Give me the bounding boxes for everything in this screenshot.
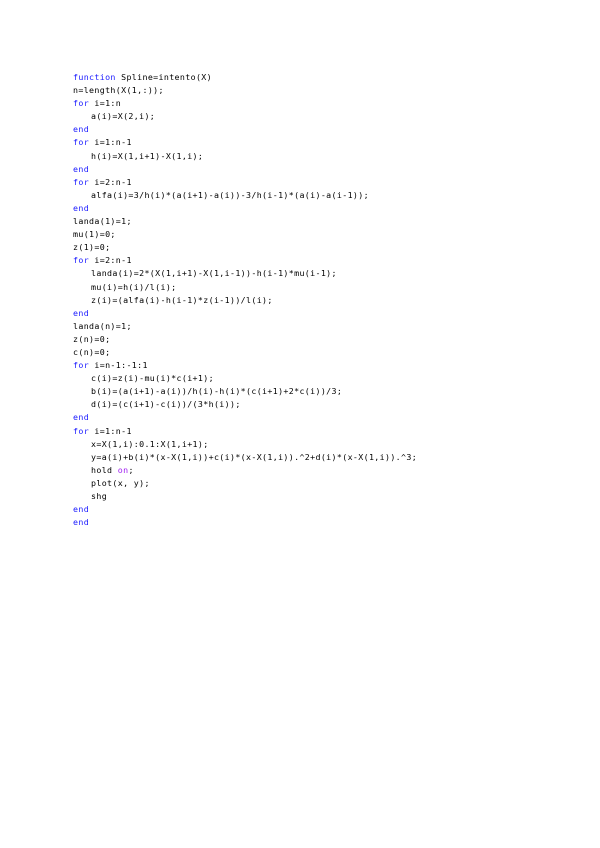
code-line	[73, 359, 417, 372]
code-token: hold	[91, 464, 118, 475]
code-line	[73, 516, 417, 529]
keyword-token: for	[73, 176, 90, 187]
code-line	[73, 202, 417, 215]
code-token: i=n-1:-1:1	[89, 360, 148, 371]
code-token: alfa(i)=3/h(i)*(a(i+1)-a(i))-3/h(i-1)*(a(i)-a(i-1));	[91, 189, 369, 200]
code-token: c(i)=z(i)-mu(i)*c(i+1);	[91, 373, 214, 384]
code-token: c(n)=0;	[73, 346, 111, 357]
keyword-token: end	[73, 412, 90, 423]
code-line	[73, 71, 417, 84]
code-line	[73, 267, 417, 280]
code-line	[73, 228, 417, 241]
code-line	[73, 176, 417, 189]
code-token: landa(n)=1;	[73, 320, 132, 331]
code-token: z(1)=0;	[73, 242, 111, 253]
code-token: i=2:n-1	[89, 176, 132, 187]
code-token: ;	[128, 464, 134, 475]
keyword-token: end	[73, 163, 90, 174]
code-line	[73, 150, 417, 163]
code-line	[73, 464, 417, 477]
keyword-token: for	[73, 360, 90, 371]
code-line	[73, 425, 417, 438]
code-token: i=1:n-1	[89, 137, 132, 148]
code-token: mu(i)=h(i)/l(i);	[91, 281, 177, 292]
code-token: landa(1)=1;	[73, 216, 132, 227]
code-line	[73, 123, 417, 136]
code-line	[73, 346, 417, 359]
code-token: Spline=intento(X)	[115, 72, 212, 82]
code-line	[73, 294, 417, 307]
code-token: h(i)=X(1,i+1)-X(1,i);	[91, 150, 204, 161]
keyword-token: for	[73, 255, 90, 266]
code-line	[73, 84, 417, 97]
keyword-token: end	[73, 517, 90, 528]
keyword-token: for	[73, 98, 90, 109]
code-line	[73, 477, 417, 490]
string-token: on	[117, 464, 129, 475]
code-line	[73, 97, 417, 110]
code-token: shg	[91, 491, 108, 501]
keyword-token: end	[73, 124, 90, 135]
code-token: b(i)=(a(i+1)-a(i))/h(i)-h(i)*(c(i+1)+2*c(i))/3;	[91, 386, 343, 397]
code-line	[73, 503, 417, 516]
code-line	[73, 451, 417, 464]
code-line	[73, 398, 417, 411]
code-line	[73, 189, 417, 202]
code-line	[73, 163, 417, 176]
code-token: d(i)=(c(i+1)-c(i))/(3*h(i));	[91, 399, 241, 410]
code-line	[73, 281, 417, 294]
code-token: landa(i)=2*(X(1,i+1)-X(1,i-1))-h(i-1)*mu(i-1);	[91, 268, 337, 279]
code-token: i=2:n-1	[89, 255, 132, 266]
keyword-token: for	[73, 425, 90, 436]
code-line	[73, 333, 417, 346]
code-token: plot(x, y);	[91, 477, 150, 488]
code-line	[73, 385, 417, 398]
code-line	[73, 110, 417, 123]
code-token: z(n)=0;	[73, 333, 111, 344]
code-line	[73, 215, 417, 228]
keyword-token: for	[73, 137, 90, 148]
code-token: a(i)=X(2,i);	[91, 111, 156, 122]
code-line	[73, 320, 417, 333]
code-listing	[73, 71, 417, 529]
code-token: y=a(i)+b(i)*(x-X(1,i))+c(i)*(x-X(1,i)).^2+d(i)*(x-X(1,i)).^3;	[91, 451, 418, 462]
code-line	[73, 490, 417, 503]
code-line	[73, 307, 417, 320]
code-token: i=1:n	[89, 98, 122, 109]
keyword-token: end	[73, 307, 90, 318]
code-line	[73, 136, 417, 149]
keyword-token: end	[73, 202, 90, 213]
keyword-token: end	[73, 504, 90, 515]
code-line	[73, 254, 417, 267]
code-token: x=X(1,i):0.1:X(1,i+1);	[91, 438, 209, 449]
code-token: i=1:n-1	[89, 425, 132, 436]
keyword-token: function	[73, 72, 116, 82]
code-token: mu(1)=0;	[73, 229, 116, 240]
code-line	[73, 372, 417, 385]
code-line	[73, 411, 417, 424]
code-line	[73, 438, 417, 451]
code-token: n=length(X(1,:));	[73, 85, 164, 96]
code-token: z(i)=(alfa(i)-h(i-1)*z(i-1))/l(i);	[91, 294, 273, 305]
code-line	[73, 241, 417, 254]
